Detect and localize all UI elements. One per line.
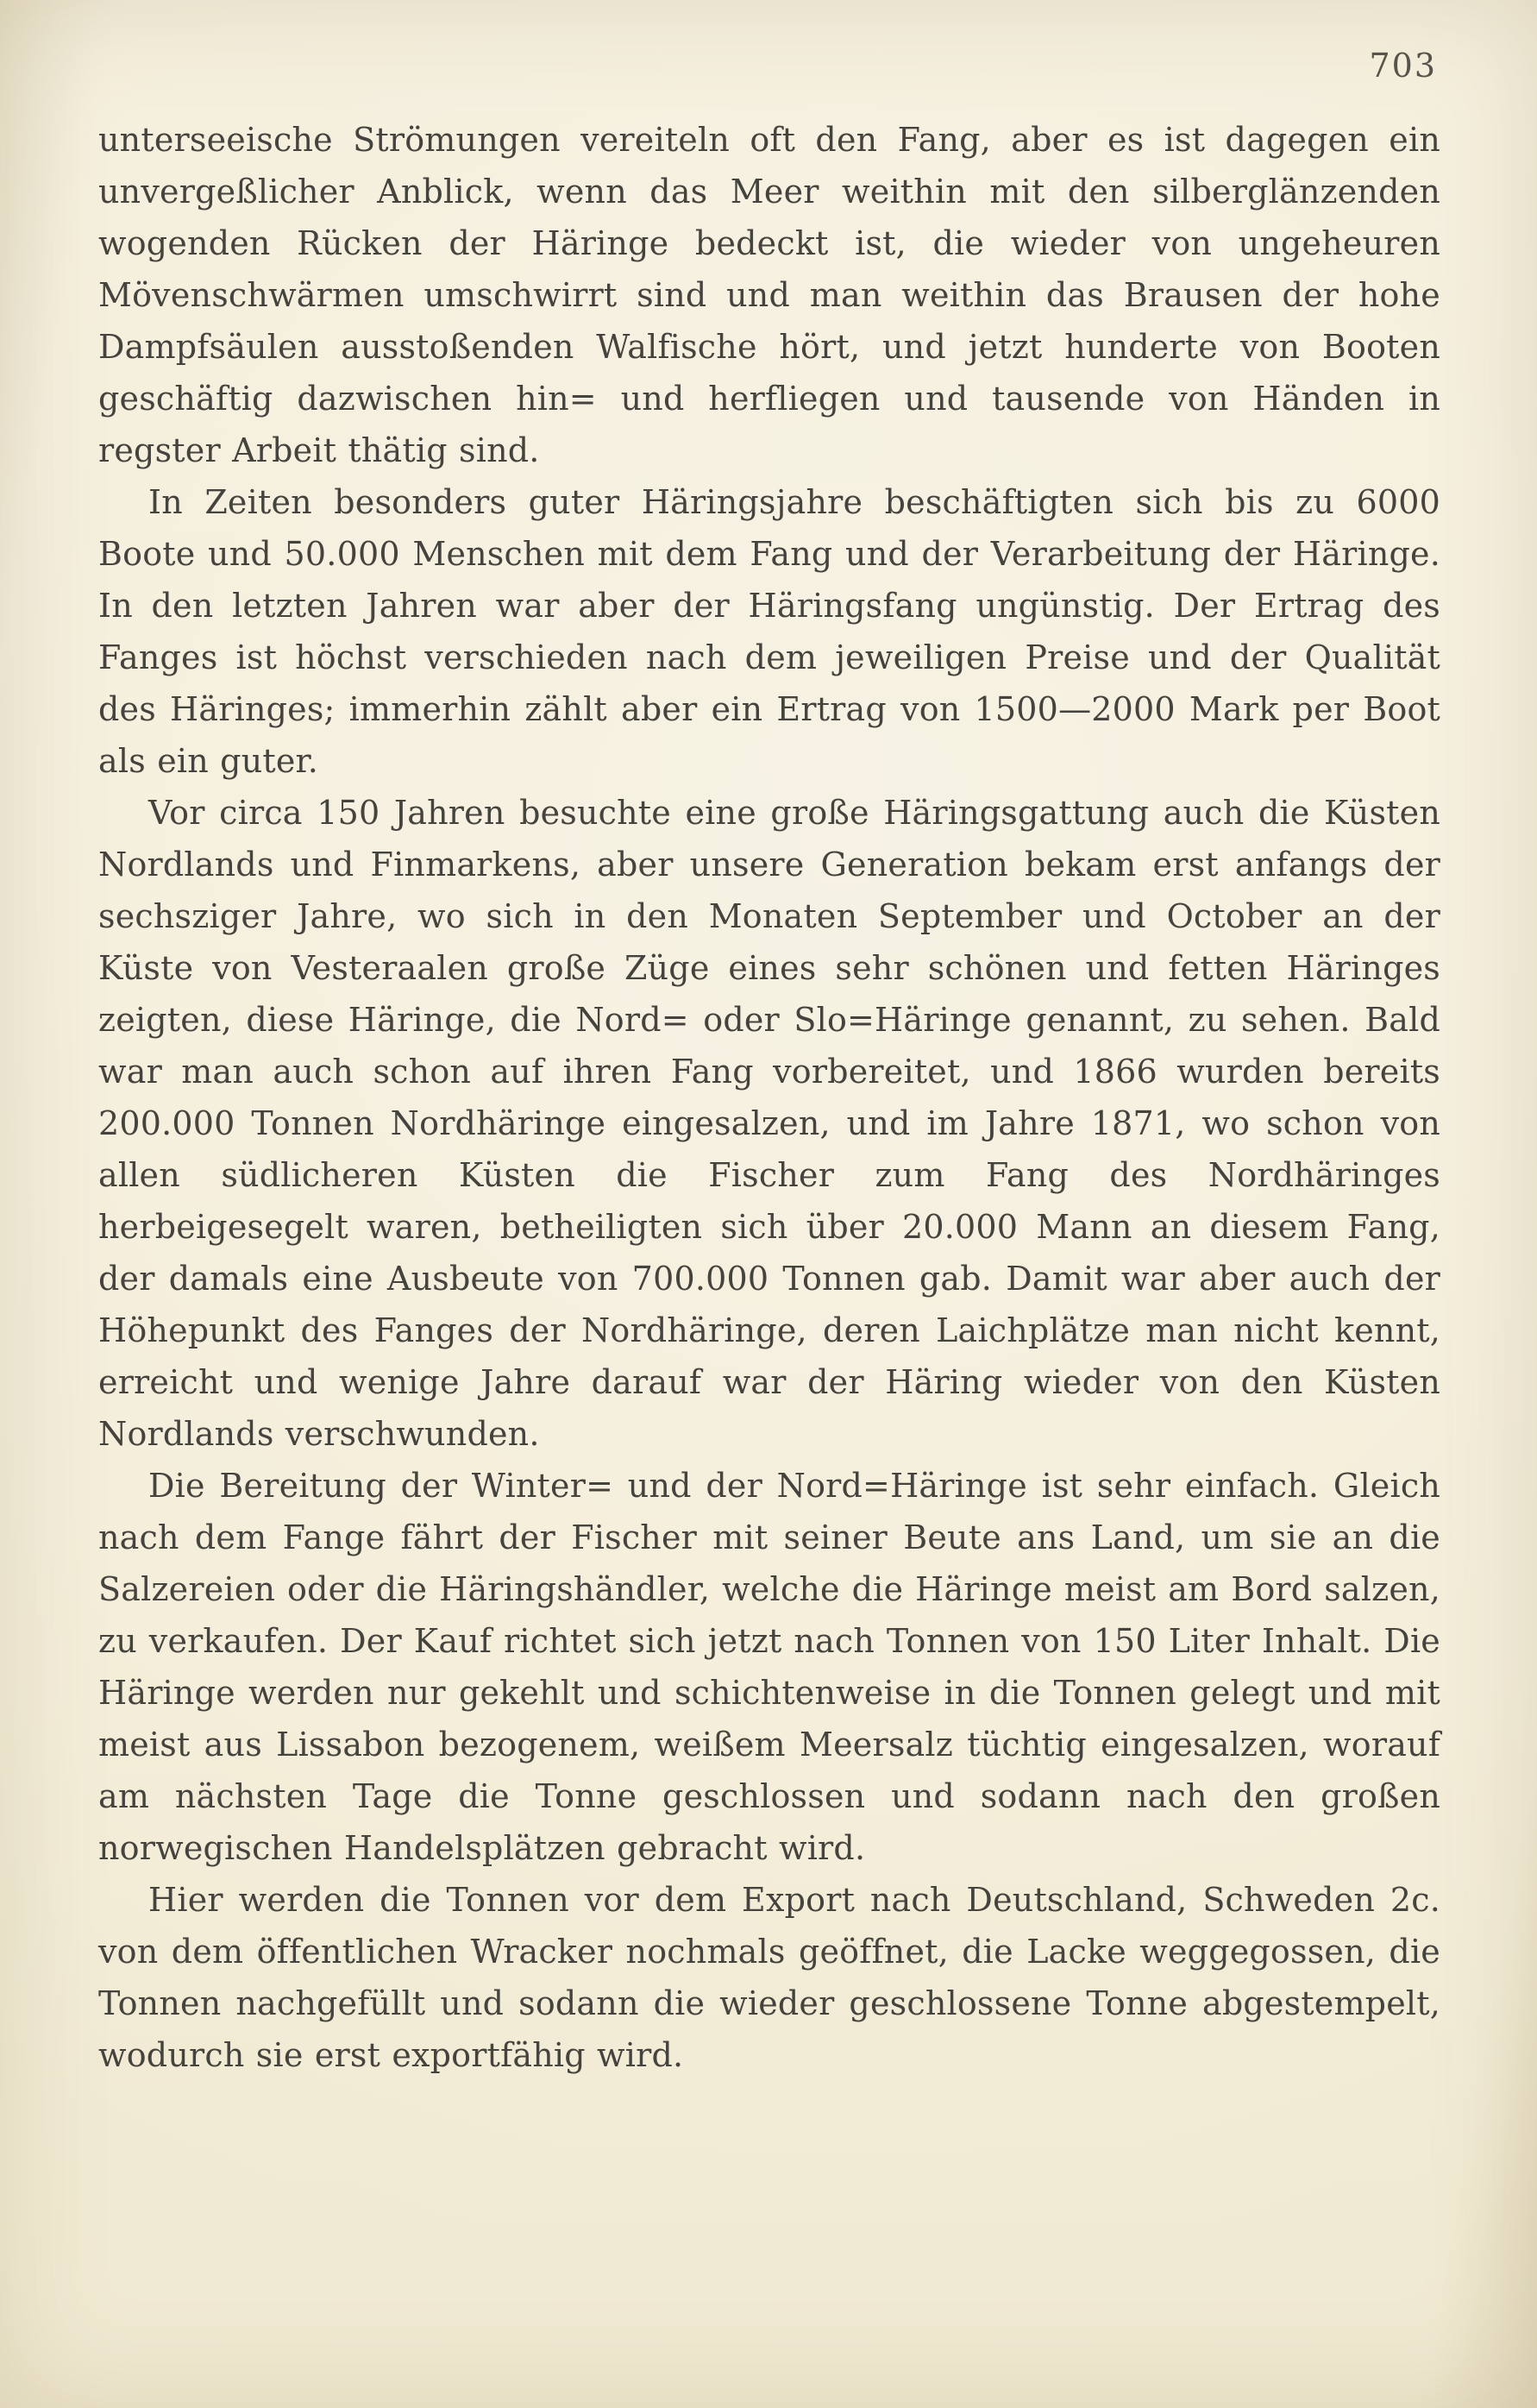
paragraph: Hier werden die Tonnen vor dem Export nach Deutschland, Schweden 2c. von dem öffentlichen Wracker nochmals geöffnet, die Lacke weggegossen, die Tonnen nachgefüllt und sodann die wieder geschlossene Tonne abgestempelt, wodurch sie erst exportfähig wird. bbox=[98, 1881, 1440, 2074]
page-number: 703 bbox=[1369, 47, 1437, 85]
paragraph: unterseeische Strömungen vereiteln oft den Fang, aber es ist dagegen ein unvergeßlicher Anblick, wenn das Meer weithin mit den silberglänzenden wogenden Rücken der Häringe bedeckt ist, die wieder von ungeheuren Mövenschwärmen umschwirrt sind und man weithin das Brausen der hohe Dampfsäulen ausstoßenden Walfische hört, und jetzt hunderte von Booten geschäftig dazwischen hin= und herfliegen und tausende von Händen in regster Arbeit thätig sind. bbox=[98, 121, 1440, 469]
paragraph: Vor circa 150 Jahren besuchte eine große Häringsgattung auch die Küsten Nordlands und Finmarkens, aber unsere Generation bekam erst anfangs der sechsziger Jahre, wo sich in den Monaten September und October an der Küste von Vesteraalen große Züge eines sehr schönen und fetten Häringes zeigten, diese Häringe, die Nord= oder Slo=Häringe genannt, zu sehen. Bald war man auch schon auf ihren Fang vorbereitet, und 1866 wurden bereits 200.000 Tonnen Nordhäringe eingesalzen, und im Jahre 1871, wo schon von allen südlicheren Küsten die Fischer zum Fang des Nordhäringes herbeigesegelt waren, betheiligten sich über 20.000 Mann an diesem Fang, der damals eine Ausbeute von 700.000 Tonnen gab. Damit war aber auch der Höhepunkt des Fanges der Nordhäringe, deren Laichplätze man nicht kennt, erreicht und wenige Jahre darauf war der Häring wieder von den Küsten Nordlands verschwunden. bbox=[98, 794, 1440, 1453]
paragraph: In Zeiten besonders guter Häringsjahre beschäftigten sich bis zu 6000 Boote und 50.000 Menschen mit dem Fang und der Verarbeitung der Häringe. In den letzten Jahren war aber der Häringsfang ungünstig. Der Ertrag des Fanges ist höchst verschieden nach dem jeweiligen Preise und der Qualität des Häringes; immerhin zählt aber ein Ertrag von 1500—2000 Mark per Boot als ein guter. bbox=[98, 483, 1440, 780]
paragraph: Die Bereitung der Winter= und der Nord=Häringe ist sehr einfach. Gleich nach dem Fange fährt der Fischer mit seiner Beute ans Land, um sie an die Salzereien oder die Häringshändler, welche die Häringe meist am Bord salzen, zu verkaufen. Der Kauf richtet sich jetzt nach Tonnen von 150 Liter Inhalt. Die Häringe werden nur gekehlt und schichtenweise in die Tonnen gelegt und mit meist aus Lissabon bezogenem, weißem Meersalz tüchtig eingesalzen, worauf am nächsten Tage die Tonne geschlossen und sodann nach den großen norwegischen Handelsplätzen gebracht wird. bbox=[98, 1467, 1440, 1867]
body-text bbox=[98, 114, 1440, 2081]
